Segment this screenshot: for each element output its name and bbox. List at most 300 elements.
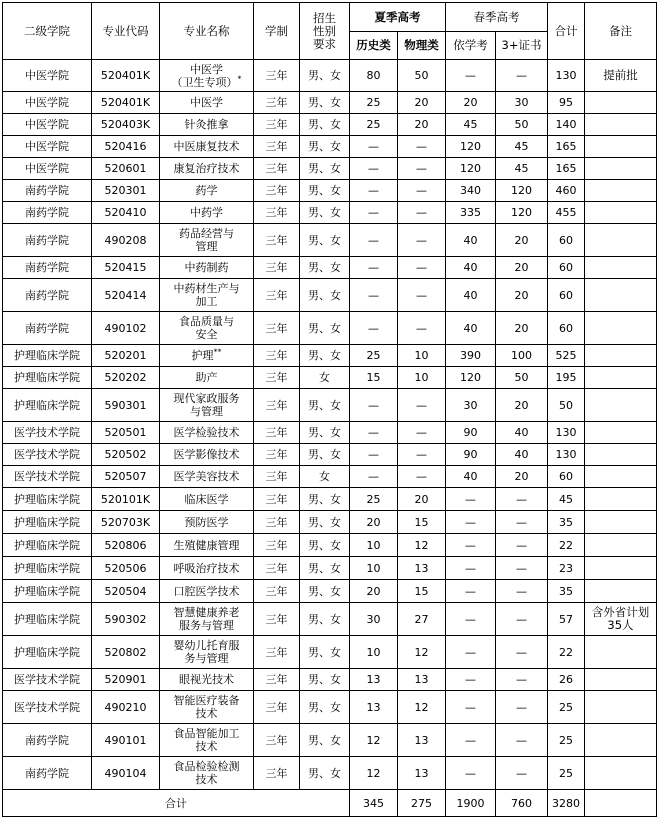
cell-physics: — (398, 389, 446, 422)
cell-code: 520416 (92, 136, 160, 158)
total-history: 345 (350, 790, 398, 817)
cell-college: 护理临床学院 (3, 557, 92, 580)
cell-duration: 三年 (254, 511, 300, 534)
cell-gender: 男、女 (300, 224, 350, 257)
cell-major-name: 康复治疗技术 (160, 158, 254, 180)
cell-major-name: 护理** (160, 345, 254, 367)
cell-gender: 男、女 (300, 691, 350, 724)
header-row-top (3, 3, 657, 32)
cell-duration: 三年 (254, 279, 300, 312)
cell-history: — (350, 422, 398, 444)
table-row (3, 60, 657, 92)
cell-total: 525 (548, 345, 585, 367)
cell-academic: 40 (446, 466, 496, 488)
cell-gender: 男、女 (300, 534, 350, 557)
header-note: 备注 (585, 3, 657, 60)
total-sum: 3280 (548, 790, 585, 817)
cell-code: 520502 (92, 444, 160, 466)
cell-history: — (350, 312, 398, 345)
cell-code: 520703K (92, 511, 160, 534)
cell-college: 护理临床学院 (3, 345, 92, 367)
table-row (3, 534, 657, 557)
table-row (3, 136, 657, 158)
cell-academic: — (446, 603, 496, 636)
cell-history: — (350, 444, 398, 466)
cell-cert: — (496, 724, 548, 757)
cell-major-name: 现代家政服务 与管理 (160, 389, 254, 422)
cell-academic: 40 (446, 257, 496, 279)
header-spring-exam: 春季高考 (446, 3, 548, 32)
cell-total: 35 (548, 511, 585, 534)
cell-total: 130 (548, 444, 585, 466)
cell-gender: 男、女 (300, 389, 350, 422)
header-duration: 学制 (254, 3, 300, 60)
cell-gender: 男、女 (300, 345, 350, 367)
table-row (3, 557, 657, 580)
cell-history: 25 (350, 488, 398, 511)
cell-code: 520901 (92, 669, 160, 691)
cell-major-name: 中医学 (160, 92, 254, 114)
cell-total: 455 (548, 202, 585, 224)
cell-code: 590302 (92, 603, 160, 636)
cell-note (585, 580, 657, 603)
cell-total: 195 (548, 367, 585, 389)
cell-history: 13 (350, 669, 398, 691)
cell-history: — (350, 466, 398, 488)
cell-total: 22 (548, 534, 585, 557)
cell-college: 医学技术学院 (3, 691, 92, 724)
cell-cert: 120 (496, 202, 548, 224)
cell-gender: 男、女 (300, 279, 350, 312)
cell-gender: 男、女 (300, 422, 350, 444)
cell-college: 南药学院 (3, 724, 92, 757)
cell-major-name: 中药学 (160, 202, 254, 224)
cell-major-name: 食品智能加工 技术 (160, 724, 254, 757)
cell-academic: 30 (446, 389, 496, 422)
cell-cert: — (496, 636, 548, 669)
cell-cert: 20 (496, 257, 548, 279)
cell-major-name: 医学检验技术 (160, 422, 254, 444)
cell-major-name: 中医学 （卫生专项）* (160, 60, 254, 92)
cell-college: 护理临床学院 (3, 580, 92, 603)
cell-history: — (350, 389, 398, 422)
cell-gender: 男、女 (300, 724, 350, 757)
cell-academic: 90 (446, 422, 496, 444)
cell-gender: 男、女 (300, 669, 350, 691)
cell-code: 520504 (92, 580, 160, 603)
cell-major-name: 中药材生产与 加工 (160, 279, 254, 312)
total-cert: 760 (496, 790, 548, 817)
cell-note (585, 136, 657, 158)
cell-history: 20 (350, 511, 398, 534)
cell-cert: 20 (496, 224, 548, 257)
cell-college: 护理临床学院 (3, 511, 92, 534)
cell-history: 25 (350, 114, 398, 136)
cell-major-name: 医学美容技术 (160, 466, 254, 488)
cell-college: 南药学院 (3, 180, 92, 202)
cell-total: 130 (548, 60, 585, 92)
header-college: 二级学院 (3, 3, 92, 60)
cell-duration: 三年 (254, 757, 300, 790)
cell-cert: 50 (496, 367, 548, 389)
cell-history: 25 (350, 345, 398, 367)
cell-note (585, 466, 657, 488)
cell-duration: 三年 (254, 603, 300, 636)
cell-cert: — (496, 557, 548, 580)
cell-cert: — (496, 511, 548, 534)
cell-duration: 三年 (254, 389, 300, 422)
cell-note (585, 224, 657, 257)
total-note (585, 790, 657, 817)
cell-academic: — (446, 636, 496, 669)
table-row (3, 511, 657, 534)
cell-history: 10 (350, 557, 398, 580)
cell-code: 520507 (92, 466, 160, 488)
cell-note (585, 158, 657, 180)
cell-academic: — (446, 534, 496, 557)
cell-major-name: 医学影像技术 (160, 444, 254, 466)
cell-cert: 40 (496, 422, 548, 444)
cell-cert: 100 (496, 345, 548, 367)
cell-physics: 12 (398, 636, 446, 669)
cell-cert: 45 (496, 158, 548, 180)
total-academic: 1900 (446, 790, 496, 817)
cell-academic: 20 (446, 92, 496, 114)
cell-college: 中医学院 (3, 114, 92, 136)
cell-code: 520301 (92, 180, 160, 202)
cell-duration: 三年 (254, 669, 300, 691)
footnote-mark: ** (213, 347, 222, 357)
cell-gender: 男、女 (300, 603, 350, 636)
table-row (3, 444, 657, 466)
table-row (3, 257, 657, 279)
cell-total: 165 (548, 136, 585, 158)
cell-cert: 30 (496, 92, 548, 114)
cell-code: 520401K (92, 92, 160, 114)
cell-cert: — (496, 669, 548, 691)
cell-history: — (350, 158, 398, 180)
cell-total: 60 (548, 466, 585, 488)
cell-cert: — (496, 757, 548, 790)
cell-note (585, 367, 657, 389)
cell-note (585, 202, 657, 224)
cell-history: 10 (350, 636, 398, 669)
cell-college: 护理临床学院 (3, 389, 92, 422)
header-total: 合计 (548, 3, 585, 60)
cell-duration: 三年 (254, 345, 300, 367)
cell-gender: 男、女 (300, 557, 350, 580)
cell-college: 医学技术学院 (3, 669, 92, 691)
cell-cert: 45 (496, 136, 548, 158)
cell-major-name: 药学 (160, 180, 254, 202)
cell-note (585, 511, 657, 534)
cell-total: 130 (548, 422, 585, 444)
cell-history: — (350, 257, 398, 279)
cell-total: 60 (548, 257, 585, 279)
cell-physics: 13 (398, 757, 446, 790)
cell-gender: 男、女 (300, 488, 350, 511)
cell-cert: 20 (496, 466, 548, 488)
cell-code: 520401K (92, 60, 160, 92)
table-row (3, 158, 657, 180)
cell-total: 60 (548, 312, 585, 345)
cell-cert: 20 (496, 312, 548, 345)
cell-college: 医学技术学院 (3, 466, 92, 488)
cell-gender: 男、女 (300, 158, 350, 180)
cell-note (585, 488, 657, 511)
cell-college: 中医学院 (3, 136, 92, 158)
cell-academic: 90 (446, 444, 496, 466)
table-row (3, 114, 657, 136)
header-gender: 招生性别要求 (300, 3, 350, 60)
cell-note (585, 114, 657, 136)
cell-code: 490208 (92, 224, 160, 257)
cell-duration: 三年 (254, 202, 300, 224)
cell-code: 520101K (92, 488, 160, 511)
cell-academic: — (446, 557, 496, 580)
cell-duration: 三年 (254, 367, 300, 389)
cell-major-name: 临床医学 (160, 488, 254, 511)
table-row (3, 488, 657, 511)
cell-physics: 27 (398, 603, 446, 636)
cell-physics: — (398, 257, 446, 279)
cell-college: 医学技术学院 (3, 422, 92, 444)
table-row (3, 691, 657, 724)
cell-academic: — (446, 511, 496, 534)
cell-academic: — (446, 488, 496, 511)
cell-physics: 13 (398, 724, 446, 757)
cell-cert: 50 (496, 114, 548, 136)
cell-physics: 12 (398, 691, 446, 724)
cell-gender: 男、女 (300, 60, 350, 92)
cell-physics: 12 (398, 534, 446, 557)
header-code: 专业代码 (92, 3, 160, 60)
cell-college: 护理临床学院 (3, 534, 92, 557)
cell-duration: 三年 (254, 580, 300, 603)
table-row (3, 757, 657, 790)
cell-physics: 13 (398, 669, 446, 691)
cell-duration: 三年 (254, 534, 300, 557)
table-row (3, 580, 657, 603)
cell-physics: 15 (398, 511, 446, 534)
cell-major-name: 食品质量与 安全 (160, 312, 254, 345)
table-row (3, 345, 657, 367)
table-row (3, 367, 657, 389)
cell-college: 南药学院 (3, 202, 92, 224)
cell-code: 520403K (92, 114, 160, 136)
cell-major-name: 食品检验检测 技术 (160, 757, 254, 790)
cell-physics: — (398, 158, 446, 180)
cell-duration: 三年 (254, 488, 300, 511)
total-label: 合计 (3, 790, 350, 817)
cell-gender: 男、女 (300, 511, 350, 534)
cell-physics: — (398, 444, 446, 466)
cell-cert: — (496, 488, 548, 511)
cell-history: — (350, 180, 398, 202)
cell-cert: 120 (496, 180, 548, 202)
cell-academic: 40 (446, 312, 496, 345)
cell-cert: 40 (496, 444, 548, 466)
cell-college: 南药学院 (3, 312, 92, 345)
header-physics: 物理类 (398, 32, 446, 60)
cell-note (585, 389, 657, 422)
total-physics: 275 (398, 790, 446, 817)
cell-duration: 三年 (254, 557, 300, 580)
cell-college: 护理临床学院 (3, 367, 92, 389)
cell-gender: 男、女 (300, 114, 350, 136)
cell-history: 12 (350, 724, 398, 757)
cell-note: 含外省计划35人 (585, 603, 657, 636)
cell-total: 60 (548, 279, 585, 312)
cell-duration: 三年 (254, 60, 300, 92)
cell-academic: 120 (446, 367, 496, 389)
header-spring-academic: 依学考 (446, 32, 496, 60)
cell-history: — (350, 136, 398, 158)
table-row (3, 312, 657, 345)
cell-code: 520201 (92, 345, 160, 367)
header-major-name: 专业名称 (160, 3, 254, 60)
cell-major-name: 智慧健康养老 服务与管理 (160, 603, 254, 636)
cell-college: 南药学院 (3, 224, 92, 257)
cell-total: 45 (548, 488, 585, 511)
cell-gender: 男、女 (300, 257, 350, 279)
cell-total: 26 (548, 669, 585, 691)
cell-duration: 三年 (254, 224, 300, 257)
cell-cert: — (496, 603, 548, 636)
cell-duration: 三年 (254, 92, 300, 114)
cell-total: 25 (548, 691, 585, 724)
cell-code: 520601 (92, 158, 160, 180)
cell-code: 490210 (92, 691, 160, 724)
cell-major-name: 口腔医学技术 (160, 580, 254, 603)
cell-college: 中医学院 (3, 92, 92, 114)
cell-total: 35 (548, 580, 585, 603)
cell-physics: 13 (398, 557, 446, 580)
cell-duration: 三年 (254, 444, 300, 466)
header-spring-3plus: 3+证书 (496, 32, 548, 60)
cell-gender: 女 (300, 466, 350, 488)
cell-physics: 50 (398, 60, 446, 92)
cell-major-name: 预防医学 (160, 511, 254, 534)
table-row (3, 724, 657, 757)
table-row (3, 466, 657, 488)
cell-academic: — (446, 60, 496, 92)
cell-major-name: 药品经营与 管理 (160, 224, 254, 257)
cell-physics: 15 (398, 580, 446, 603)
header-history: 历史类 (350, 32, 398, 60)
cell-physics: — (398, 279, 446, 312)
cell-academic: 120 (446, 158, 496, 180)
cell-note: 提前批 (585, 60, 657, 92)
table-row (3, 224, 657, 257)
cell-code: 490102 (92, 312, 160, 345)
cell-duration: 三年 (254, 158, 300, 180)
cell-code: 520802 (92, 636, 160, 669)
cell-gender: 男、女 (300, 92, 350, 114)
cell-gender: 男、女 (300, 444, 350, 466)
cell-physics: — (398, 180, 446, 202)
cell-academic: 40 (446, 279, 496, 312)
header-summer-exam: 夏季高考 (350, 3, 446, 32)
cell-physics: — (398, 312, 446, 345)
cell-physics: 10 (398, 345, 446, 367)
cell-total: 165 (548, 158, 585, 180)
cell-duration: 三年 (254, 136, 300, 158)
cell-duration: 三年 (254, 691, 300, 724)
cell-college: 护理临床学院 (3, 488, 92, 511)
cell-college: 南药学院 (3, 757, 92, 790)
cell-history: 12 (350, 757, 398, 790)
cell-history: 15 (350, 367, 398, 389)
cell-academic: 45 (446, 114, 496, 136)
cell-total: 25 (548, 757, 585, 790)
table-row (3, 92, 657, 114)
cell-gender: 男、女 (300, 202, 350, 224)
cell-note (585, 257, 657, 279)
cell-duration: 三年 (254, 724, 300, 757)
cell-major-name: 中药制药 (160, 257, 254, 279)
cell-note (585, 312, 657, 345)
cell-gender: 男、女 (300, 180, 350, 202)
table-row (3, 180, 657, 202)
table-row (3, 202, 657, 224)
cell-major-name: 眼视光技术 (160, 669, 254, 691)
cell-academic: — (446, 691, 496, 724)
cell-duration: 三年 (254, 636, 300, 669)
cell-code: 520414 (92, 279, 160, 312)
cell-duration: 三年 (254, 114, 300, 136)
cell-gender: 男、女 (300, 312, 350, 345)
cell-total: 50 (548, 389, 585, 422)
cell-major-name: 婴幼儿托育服 务与管理 (160, 636, 254, 669)
cell-total: 57 (548, 603, 585, 636)
cell-history: — (350, 279, 398, 312)
cell-physics: — (398, 136, 446, 158)
cell-major-name: 生殖健康管理 (160, 534, 254, 557)
total-row (3, 790, 657, 817)
cell-note (585, 345, 657, 367)
cell-cert: 20 (496, 389, 548, 422)
cell-physics: 20 (398, 92, 446, 114)
cell-academic: — (446, 724, 496, 757)
cell-gender: 女 (300, 367, 350, 389)
cell-physics: 20 (398, 114, 446, 136)
cell-duration: 三年 (254, 180, 300, 202)
cell-total: 23 (548, 557, 585, 580)
cell-cert: — (496, 60, 548, 92)
cell-academic: 40 (446, 224, 496, 257)
cell-college: 医学技术学院 (3, 444, 92, 466)
cell-note (585, 534, 657, 557)
cell-note (585, 724, 657, 757)
table-row (3, 279, 657, 312)
cell-history: 10 (350, 534, 398, 557)
cell-duration: 三年 (254, 422, 300, 444)
cell-history: 13 (350, 691, 398, 724)
footnote-mark: * (237, 73, 242, 83)
cell-academic: 390 (446, 345, 496, 367)
cell-total: 140 (548, 114, 585, 136)
cell-gender: 男、女 (300, 757, 350, 790)
cell-note (585, 691, 657, 724)
cell-history: 20 (350, 580, 398, 603)
cell-gender: 男、女 (300, 136, 350, 158)
cell-note (585, 557, 657, 580)
cell-physics: 20 (398, 488, 446, 511)
cell-cert: — (496, 691, 548, 724)
cell-gender: 男、女 (300, 580, 350, 603)
cell-college: 护理临床学院 (3, 603, 92, 636)
